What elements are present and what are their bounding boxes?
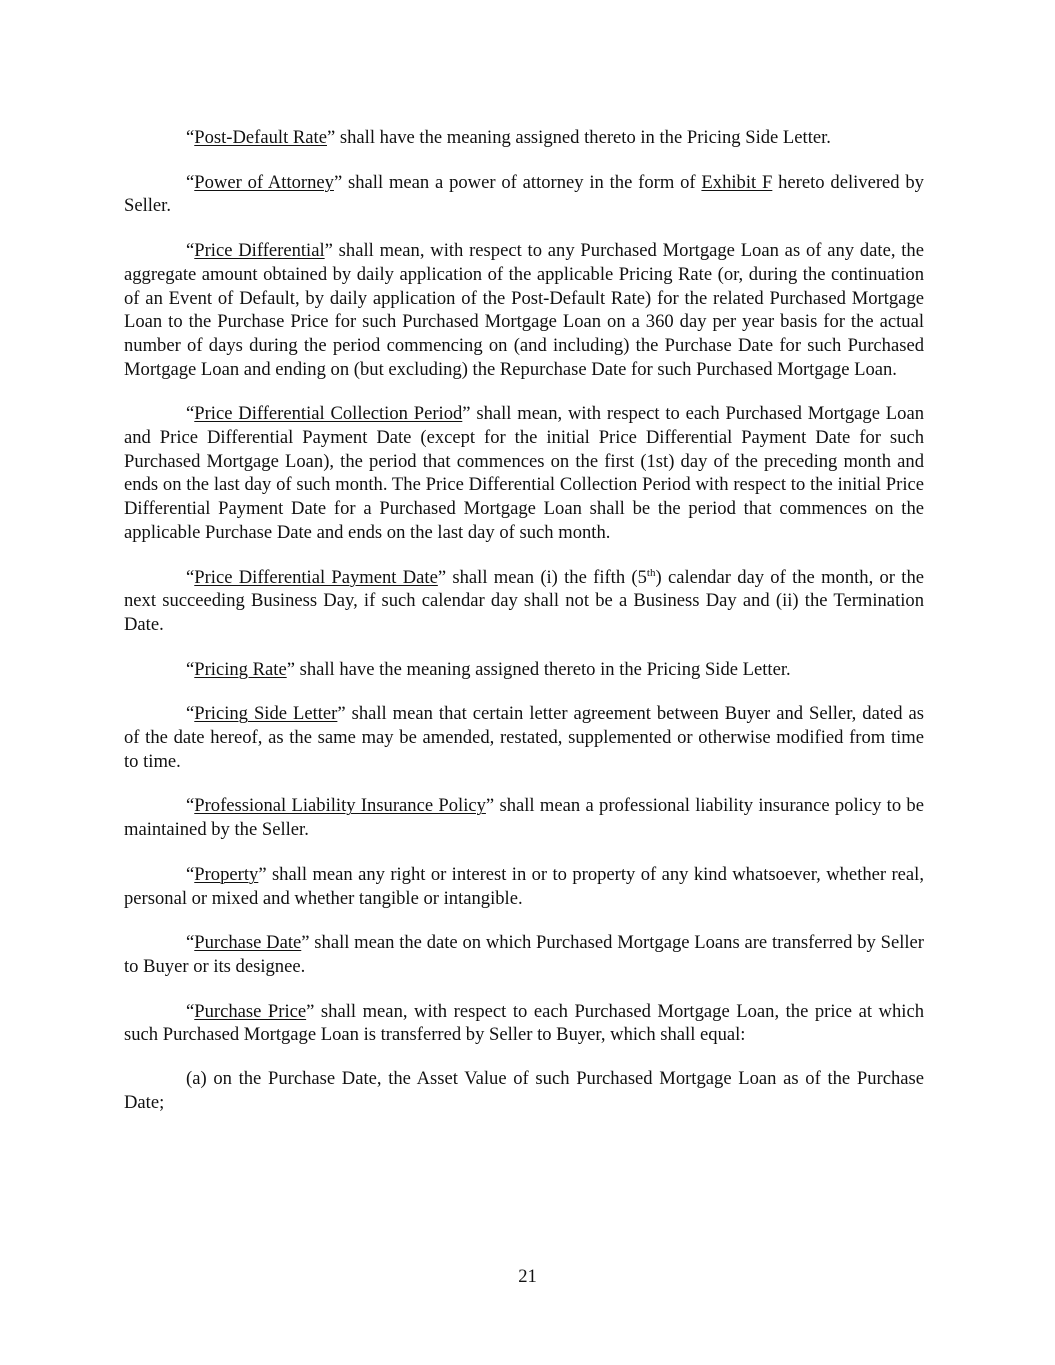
defined-term: Price Differential bbox=[194, 240, 325, 262]
definition-text: ) calendar day of the month, or the next succeeding Business Day, if such calendar day shall not be a Business Day and (ii) the Termination Date. bbox=[124, 566, 924, 635]
definition-price-differential-payment-date: “Price Differential Payment Date” shall mean (i) the fifth (5th) calendar day of the month, or the next succeeding Business Day, if such calendar day shall not be a Business Day and (ii) the Termination Date. bbox=[124, 566, 924, 635]
definition-text: ” shall mean, with respect to each Purchased Mortgage Loan and Price Differential Payment Date (except for the initial Price Differential Payment Date for such Purchased Mortgage Loan), the period that commences on the first (1st) day of the preceding month and ends on the last day of such month. The Price Differential Collection Period with respect to the initial Price Differential Payment Date for a Purchased Mortgage Loan shall be the period that commences on the applicable Purchase Date and ends on the last day of such month. bbox=[124, 403, 924, 543]
clause-a: (a) on the Purchase Date, the Asset Value of such Purchased Mortgage Loan as of the Purchase Date; bbox=[124, 1068, 924, 1113]
defined-term: Pricing Rate bbox=[194, 658, 287, 680]
definition-text: ” shall mean a power of attorney in the form of bbox=[333, 171, 702, 193]
ordinal-superscript: th bbox=[646, 566, 656, 579]
definition-text: ” shall mean, with respect to any Purchased Mortgage Loan as of any date, the aggregate amount obtained by daily application of the applicable Pricing Rate (or, during the continuation of an Event of Default, by daily application of the Post-Default Rate) for the related Purchased Mortgage Loan to the Purchase Price for such Purchased Mortgage Loan on a 360 day per year basis for the actual number of days during the period commencing on (and including) the Purchase Date for such Purchased Mortgage Loan and ending on (but excluding) the Repurchase Date for such Purchased Mortgage Loan. bbox=[124, 240, 924, 380]
defined-term: Pricing Side Letter bbox=[194, 703, 338, 725]
defined-term: Price Differential Payment Date bbox=[194, 566, 438, 588]
definition-text: ” shall mean (i) the fifth (5 bbox=[437, 566, 647, 588]
definitions-body bbox=[124, 126, 924, 1136]
definition-text: ” shall mean any right or interest in or to property of any kind whatsoever, whether real, personal or mixed and whether tangible or intangible. bbox=[124, 863, 924, 909]
definition-property: “Property” shall mean any right or interest in or to property of any kind whatsoever, whether real, personal or mixed and whether tangible or intangible. bbox=[124, 863, 924, 909]
definition-text: ” shall have the meaning assigned thereto in the Pricing Side Letter. bbox=[326, 127, 831, 148]
definition-text: hereto delivered by Seller. bbox=[124, 171, 924, 217]
definition-price-differential: “Price Differential” shall mean, with respect to any Purchased Mortgage Loan as of any date, the aggregate amount obtained by daily application of the applicable Pricing Rate (or, during the continuation of an Event of Default, by daily application of the Post-Default Rate) for the related Purchased Mortgage Loan to the Purchase Price for such Purchased Mortgage Loan on a 360 day per year basis for the actual number of days during the period commencing on (and including) the Purchase Date for such Purchased Mortgage Loan and ending on (but excluding) the Repurchase Date for such Purchased Mortgage Loan. bbox=[124, 240, 924, 380]
defined-term: Professional Liability Insurance Policy bbox=[194, 795, 486, 817]
exhibit-reference: Exhibit F bbox=[701, 171, 773, 193]
defined-term: Power of Attorney bbox=[194, 171, 334, 193]
definition-post-default-rate: “Post-Default Rate” shall have the meaning assigned thereto in the Pricing Side Letter. bbox=[186, 127, 831, 148]
page-number: 21 bbox=[518, 1266, 537, 1287]
definition-text: ” shall have the meaning assigned thereto in the Pricing Side Letter. bbox=[286, 658, 791, 680]
defined-term: Purchase Date bbox=[194, 932, 302, 954]
definition-power-of-attorney: “Power of Attorney” shall mean a power of attorney in the form of Exhibit F hereto delivered by Seller. bbox=[124, 171, 924, 217]
definition-purchase-price: “Purchase Price” shall mean, with respect to each Purchased Mortgage Loan, the price at which such Purchased Mortgage Loan is transferred by Seller to Buyer, which shall equal: bbox=[124, 1000, 924, 1046]
definition-text: ” shall mean, with respect to each Purchased Mortgage Loan, the price at which such Purchased Mortgage Loan is transferred by Seller to Buyer, which shall equal: bbox=[124, 1000, 924, 1046]
definition-purchase-date: “Purchase Date” shall mean the date on which Purchased Mortgage Loans are transferred by Seller to Buyer or its designee. bbox=[124, 932, 924, 977]
defined-term: Purchase Price bbox=[194, 1000, 307, 1022]
defined-term: Property bbox=[194, 863, 259, 885]
defined-term: Post-Default Rate bbox=[194, 127, 327, 148]
definition-professional-liability-insurance-policy: “Professional Liability Insurance Policy” shall mean a professional liability insurance policy to be maintained by the Seller. bbox=[124, 795, 924, 841]
definition-text: ” shall mean a professional liability insurance policy to be maintained by the Seller. bbox=[124, 795, 924, 841]
defined-term: Price Differential Collection Period bbox=[194, 403, 463, 425]
definition-text: ” shall mean that certain letter agreement between Buyer and Seller, dated as of the date hereof, as the same may be amended, restated, supplemented or otherwise modified from time to time. bbox=[124, 703, 925, 772]
definition-pricing-rate: “Pricing Rate” shall have the meaning assigned thereto in the Pricing Side Letter. bbox=[186, 658, 791, 680]
definition-text: ” shall mean the date on which Purchased Mortgage Loans are transferred by Seller to Buyer or its designee. bbox=[124, 932, 924, 977]
definition-pricing-side-letter: “Pricing Side Letter” shall mean that certain letter agreement between Buyer and Seller, dated as of the date hereof, as the same may be amended, restated, supplemented or otherwise modified from time to time. bbox=[124, 703, 925, 772]
definition-price-differential-collection-period: “Price Differential Collection Period” shall mean, with respect to each Purchased Mortgage Loan and Price Differential Payment Date (except for the initial Price Differential Payment Date for such Purchased Mortgage Loan), the period that commences on the first (1st) day of the preceding month and ends on the last day of such month. The Price Differential Collection Period with respect to the initial Price Differential Payment Date for a Purchased Mortgage Loan shall be the period that commences on the applicable Purchase Date and ends on the last day of such month. bbox=[124, 403, 924, 543]
